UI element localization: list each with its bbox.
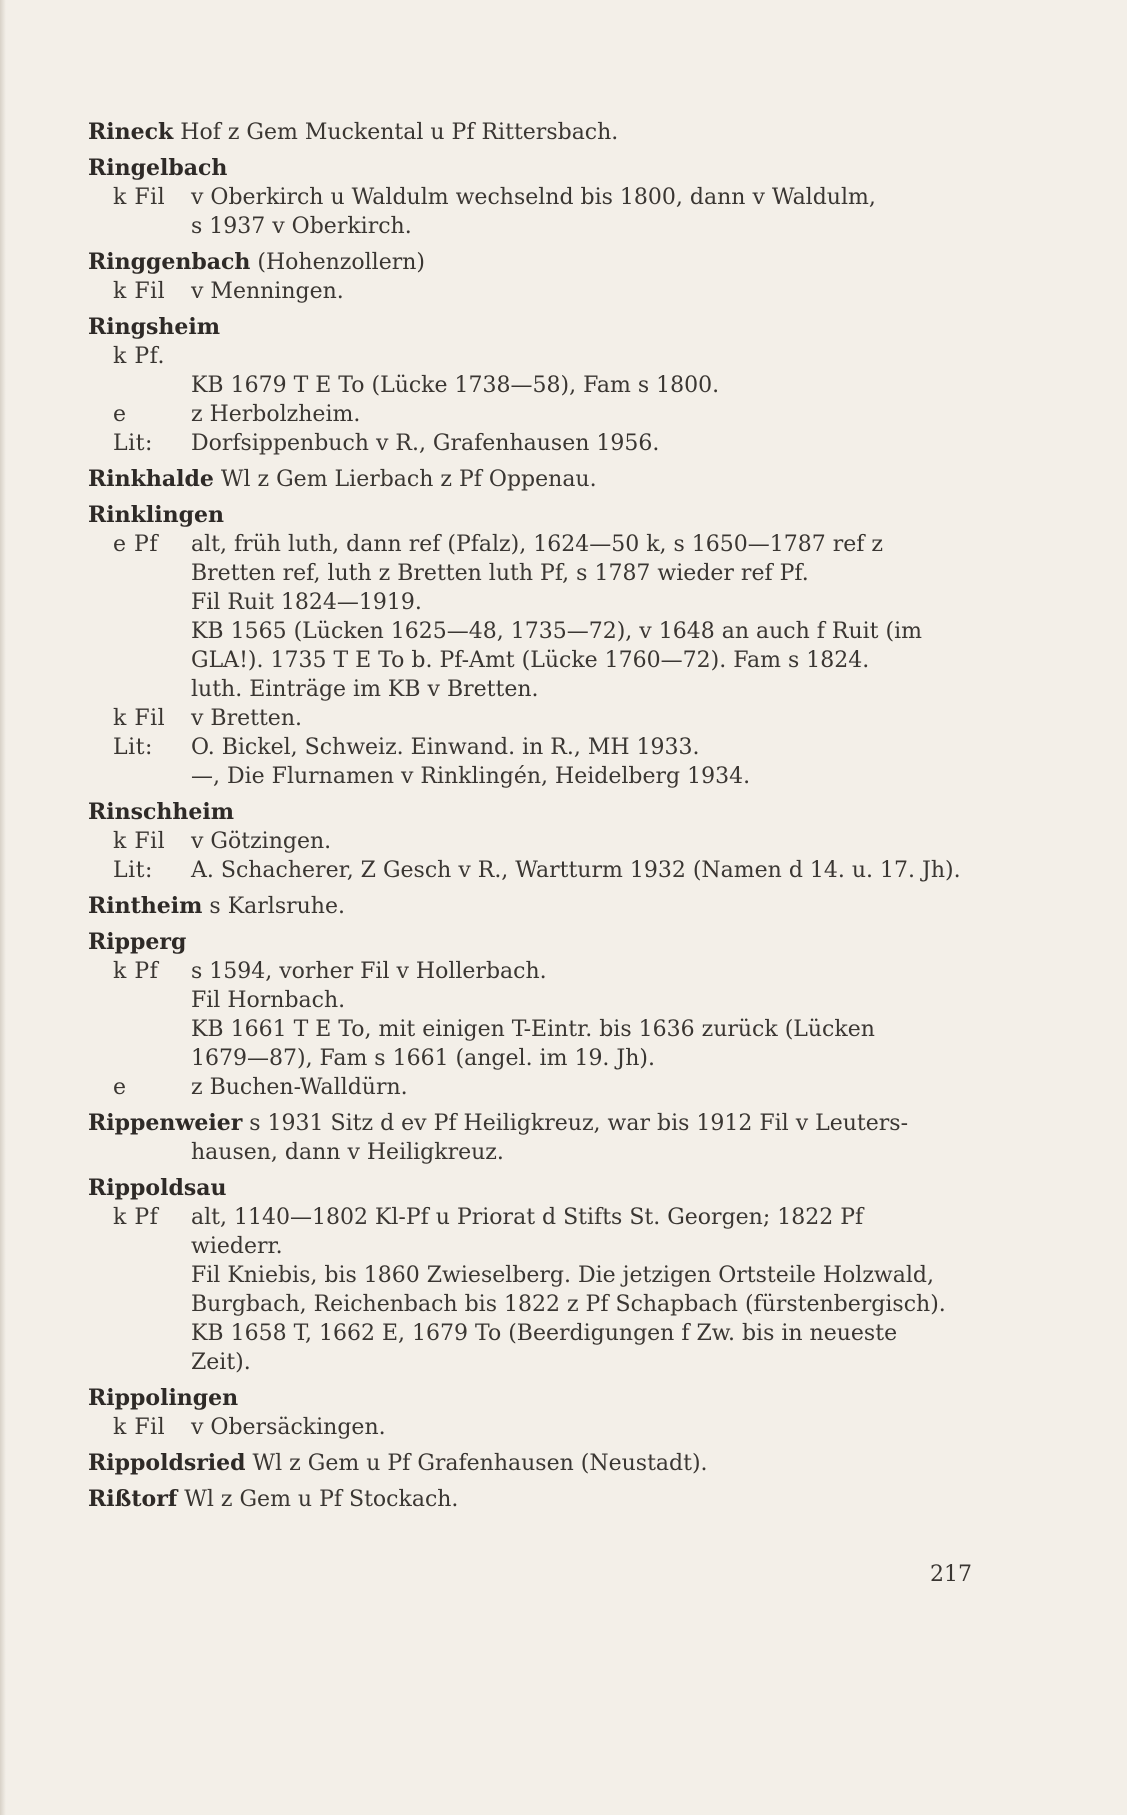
entry: [88, 1485, 983, 1514]
text-line: Burgbach, Reichenbach bis 1822 z Pf Schapbach (fürstenbergisch).: [191, 1292, 946, 1317]
entry-headline: [88, 892, 983, 921]
row-label: k Pf: [113, 1205, 159, 1230]
headword-description: s 1931 Sitz d ev Pf Heiligkreuz, war bis 1912 Fil v Leuters-: [242, 1111, 909, 1136]
headword: Rinkhalde: [88, 466, 214, 492]
row-label: k Fil: [113, 1415, 166, 1440]
text-line: Dorfsippenbuch v R., Grafenhausen 1956.: [191, 431, 660, 456]
row-label: e Pf: [113, 532, 158, 557]
row-label: k Fil: [113, 185, 166, 210]
text-line: 1679—87), Fam s 1661 (angel. im 19. Jh).: [191, 1046, 655, 1071]
row-text: [191, 1413, 983, 1442]
text-line: Zeit).: [191, 1350, 251, 1375]
entry-row: [88, 1413, 983, 1442]
entry-row: [88, 1203, 983, 1377]
text-line: KB 1565 (Lücken 1625—48, 1735—72), v 1648 an auch f Ruit (im: [191, 619, 922, 644]
headword-description: Hof z Gem Muckental u Pf Rittersbach.: [173, 120, 619, 145]
headword: Rippenweier: [88, 1110, 243, 1136]
entry-headline: [88, 248, 983, 277]
row-text: [191, 400, 983, 429]
text-line: Fil Hornbach.: [191, 988, 346, 1013]
row-label: Lit:: [113, 858, 153, 883]
row-text: [191, 856, 983, 885]
entry-row: [88, 371, 983, 400]
row-text: [191, 277, 983, 306]
text-line: GLA!). 1735 T E To b. Pf-Amt (Lücke 1760—72). Fam s 1824.: [191, 648, 870, 673]
headword: Rinschheim: [88, 799, 235, 825]
headword: Rinklingen: [88, 502, 224, 528]
headword: Rippoldsau: [88, 1175, 227, 1201]
text-line: v Oberkirch u Waldulm wechselnd bis 1800, dann v Waldulm,: [191, 185, 876, 210]
text-line: wiederr.: [191, 1234, 283, 1259]
entry: [88, 248, 983, 306]
text-line: alt, früh luth, dann ref (Pfalz), 1624—50 k, s 1650—1787 ref z: [191, 532, 884, 557]
entry: [88, 1384, 983, 1442]
entry-row: [88, 530, 983, 704]
text-line: KB 1679 T E To (Lücke 1738—58), Fam s 1800.: [191, 373, 720, 398]
dictionary-entries: [88, 118, 983, 1521]
headword-description: s Karlsruhe.: [202, 894, 345, 919]
row-label: Lit:: [113, 735, 153, 760]
headword: Rippoldsried: [88, 1450, 246, 1476]
entry: [88, 465, 983, 494]
text-line: Bretten ref, luth z Bretten luth Pf, s 1787 wieder ref Pf.: [191, 561, 809, 586]
text-line: KB 1661 T E To, mit einigen T-Eintr. bis 1636 zurück (Lücken: [191, 1017, 875, 1042]
row-label: k Fil: [113, 706, 166, 731]
row-text: [191, 342, 983, 371]
headword-description: Wl z Gem u Pf Stockach.: [177, 1487, 459, 1512]
row-text: [191, 183, 983, 241]
entry-headline: [88, 1174, 983, 1203]
entry-headline: [88, 928, 983, 957]
row-text: [191, 704, 983, 733]
row-label: e: [113, 402, 127, 427]
headword-description: (Hohenzollern): [250, 250, 425, 275]
text-line: z Buchen-Walldürn.: [191, 1075, 408, 1100]
entry: [88, 1109, 983, 1167]
headword: Ripperg: [88, 929, 187, 955]
text-line: z Herbolzheim.: [191, 402, 361, 427]
row-text: [191, 429, 983, 458]
row-label: k Fil: [113, 279, 166, 304]
entry-headline: [88, 1384, 983, 1413]
row-text: [191, 733, 983, 791]
text-line: KB 1658 T, 1662 E, 1679 To (Beerdigungen f Zw. bis in neueste: [191, 1321, 898, 1346]
row-text: [191, 1203, 983, 1377]
headword-description: Wl z Gem u Pf Grafenhausen (Neustadt).: [245, 1451, 708, 1476]
text-line: s 1594, vorher Fil v Hollerbach.: [191, 959, 547, 984]
text-line: luth. Einträge im KB v Bretten.: [191, 677, 539, 702]
entry-row: [88, 1073, 983, 1102]
headword: Rintheim: [88, 893, 203, 919]
entry-row: [88, 957, 983, 1073]
row-text: [191, 530, 983, 704]
headword-description: Wl z Gem Lierbach z Pf Oppenau.: [213, 467, 597, 492]
entry: [88, 313, 983, 458]
entry-headline: [88, 1449, 983, 1478]
row-text: [191, 371, 983, 400]
entry: [88, 798, 983, 885]
continuation-line: hausen, dann v Heiligkreuz.: [191, 1140, 504, 1165]
text-line: v Bretten.: [191, 706, 302, 731]
entry: [88, 501, 983, 791]
row-label: k Pf: [113, 959, 159, 984]
row-label: k Pf.: [113, 344, 165, 369]
entry-headline: [88, 154, 983, 183]
text-line: alt, 1140—1802 Kl-Pf u Priorat d Stifts St. Georgen; 1822 Pf: [191, 1205, 864, 1230]
row-label: [88, 371, 191, 400]
text-line: [191, 342, 983, 371]
text-line: Fil Kniebis, bis 1860 Zwieselberg. Die jetzigen Ortsteile Holzwald,: [191, 1263, 934, 1288]
entry-row: [88, 827, 983, 856]
headword: Ringsheim: [88, 314, 221, 340]
headword: Rippolingen: [88, 1385, 239, 1411]
text-line: v Götzingen.: [191, 829, 332, 854]
entry-headline: [88, 118, 983, 147]
text-line: v Obersäckingen.: [191, 1415, 386, 1440]
text-line: A. Schacherer, Z Gesch v R., Wartturm 1932 (Namen d 14. u. 17. Jh).: [191, 858, 961, 883]
text-line: s 1937 v Oberkirch.: [191, 214, 412, 239]
text-line: Fil Ruit 1824—1919.: [191, 590, 422, 615]
entry-row: [88, 183, 983, 241]
entry: [88, 1174, 983, 1377]
row-text: [191, 957, 983, 1073]
row-text: [191, 1073, 983, 1102]
headword: Rineck: [88, 119, 174, 145]
row-text: [191, 827, 983, 856]
entry: [88, 1449, 983, 1478]
entry-headline: [88, 1109, 983, 1138]
entry-row: [88, 856, 983, 885]
entry: [88, 892, 983, 921]
entry: [88, 928, 983, 1102]
entry-row: [88, 733, 983, 791]
entry-headline: [88, 1485, 983, 1514]
entry: [88, 154, 983, 241]
text-line: v Menningen.: [191, 279, 344, 304]
entry-row: [88, 400, 983, 429]
row-label: Lit:: [113, 431, 153, 456]
text-line: —, Die Flurnamen v Rinklingén, Heidelberg 1934.: [191, 764, 751, 789]
entry-headline: [88, 798, 983, 827]
entry-row: [88, 704, 983, 733]
entry-headline: [88, 313, 983, 342]
entry-row: [88, 277, 983, 306]
entry: [88, 118, 983, 147]
row-label: k Fil: [113, 829, 166, 854]
page-edge-shadow: [0, 0, 6, 1815]
headword: Ringgenbach: [88, 249, 251, 275]
page-number: 217: [930, 1562, 972, 1587]
headword: Rißtorf: [88, 1486, 178, 1512]
entry-headline: [88, 465, 983, 494]
entry-headline: [88, 501, 983, 530]
entry-row: [88, 342, 983, 371]
entry-row: [88, 429, 983, 458]
row-label: e: [113, 1075, 127, 1100]
text-line: O. Bickel, Schweiz. Einwand. in R., MH 1933.: [191, 735, 700, 760]
headword: Ringelbach: [88, 155, 228, 181]
